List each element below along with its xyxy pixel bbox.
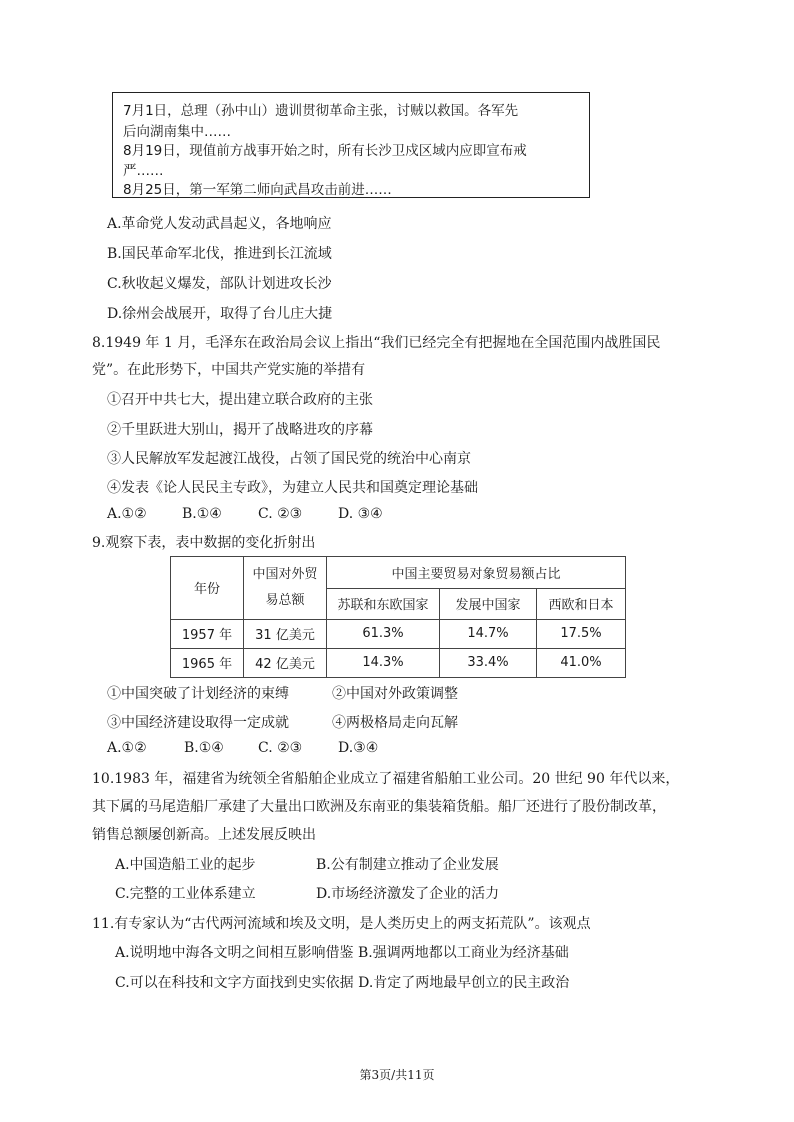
q8-stem-cont: 党”。在此形势下，中国共产党实施的举措有 xyxy=(92,362,366,378)
q9-choice-c: C. ②③ xyxy=(258,740,303,756)
cell-total: 42 亿美元 xyxy=(244,648,327,677)
cell-developing: 14.7% xyxy=(440,619,537,648)
q10-stem-cont: 销售总额屡创新高。上述发展反映出 xyxy=(92,827,316,843)
q8-item: ①召开中共七大，提出建立联合政府的主张 xyxy=(107,392,373,408)
q10-stem: 10.1983 年，福建省为统领全省船舶企业成立了福建省船舶工业公司。20 世纪 90 年代以来， xyxy=(92,771,680,787)
header-share-group: 中国主要贸易对象贸易额占比 xyxy=(327,557,626,589)
header-soviet-eastern-europe: 苏联和东欧国家 xyxy=(327,589,440,619)
cell-soviet: 14.3% xyxy=(327,648,440,677)
header-developing-countries: 发展中国家 xyxy=(440,589,537,619)
page-number: 第3页/共11页 xyxy=(359,1068,435,1082)
cell-west: 41.0% xyxy=(537,648,626,677)
q11-options-ab: A.说明地中海各文明之间相互影响借鉴 B.强调两地都以工商业为经济基础 xyxy=(115,945,569,961)
q10-option-d: D.市场经济激发了企业的活力 xyxy=(316,886,500,902)
cell-developing: 33.4% xyxy=(440,648,537,677)
quote-line: 严…… xyxy=(123,163,164,179)
q7-option-a: A.革命党人发动武昌起义，各地响应 xyxy=(107,216,332,232)
q9-choice-d: D.③④ xyxy=(338,740,379,756)
cell-soviet: 61.3% xyxy=(327,619,440,648)
cell-west: 17.5% xyxy=(537,619,626,648)
quote-line: 8月19日，现值前方战事开始之时，所有长沙卫戍区域内应即宣布戒 xyxy=(123,143,527,159)
q9-item: ②中国对外政策调整 xyxy=(332,686,458,702)
q7-option-d: D.徐州会战展开，取得了台儿庄大捷 xyxy=(107,306,333,322)
q10-stem-cont: 其下属的马尾造船厂承建了大量出口欧洲及东南亚的集装箱货船。船厂还进行了股份制改革， xyxy=(92,799,666,815)
q8-choice-a: A.①② xyxy=(107,506,147,522)
q8-choice-d: D. ③④ xyxy=(338,506,383,522)
q9-choice-a: A.①② xyxy=(107,740,147,756)
quote-line: 后向湖南集中…… xyxy=(123,124,231,140)
q8-item: ②千里跃进大别山，揭开了战略进攻的序幕 xyxy=(107,422,373,438)
header-year: 年份 xyxy=(171,557,244,620)
trade-data-table xyxy=(170,556,626,678)
q11-options-cd: C.可以在科技和文字方面找到史实依据 D.肯定了两地最早创立的民主政治 xyxy=(115,975,570,991)
q10-option-a: A.中国造船工业的起步 xyxy=(115,857,256,873)
quote-line: 8月25日，第一军第二师向武昌攻击前进…… xyxy=(123,182,392,198)
q9-item: ①中国突破了计划经济的束缚 xyxy=(107,686,289,702)
table-row xyxy=(171,619,626,648)
q7-option-c: C.秋收起义爆发，部队计划进攻长沙 xyxy=(107,276,332,292)
q8-item: ③人民解放军发起渡江战役，占领了国民党的统治中心南京 xyxy=(107,451,471,467)
q8-stem: 8.1949 年 1 月，毛泽东在政治局会议上指出“我们已经完全有把握地在全国范围内战胜国民 xyxy=(92,335,661,351)
cell-year: 1965 年 xyxy=(171,648,244,677)
source-quote-box xyxy=(112,92,590,198)
q8-choice-b: B.①④ xyxy=(182,506,222,522)
q9-stem: 9.观察下表，表中数据的变化折射出 xyxy=(92,535,316,551)
header-western-europe-japan: 西欧和日本 xyxy=(537,589,626,619)
cell-total: 31 亿美元 xyxy=(244,619,327,648)
cell-year: 1957 年 xyxy=(171,619,244,648)
q7-option-b: B.国民革命军北伐，推进到长江流域 xyxy=(107,246,332,262)
q10-option-b: B.公有制建立推动了企业发展 xyxy=(316,857,499,873)
header-total: 中国对外贸 易总额 xyxy=(244,557,327,620)
q8-choice-c: C. ②③ xyxy=(258,506,303,522)
table-row xyxy=(171,648,626,677)
q11-stem: 11.有专家认为“古代两河流域和埃及文明，是人类历史上的两支拓荒队”。该观点 xyxy=(92,916,591,932)
q10-option-c: C.完整的工业体系建立 xyxy=(115,886,256,902)
q9-item: ③中国经济建设取得一定成就 xyxy=(107,715,289,731)
q9-choice-b: B.①④ xyxy=(184,740,224,756)
q9-item: ④两极格局走向瓦解 xyxy=(332,715,458,731)
q8-item: ④发表《论人民民主专政》，为建立人民共和国奠定理论基础 xyxy=(107,480,478,496)
quote-line: 7月1日，总理（孙中山）遗训贯彻革命主张，讨贼以救国。各军先 xyxy=(123,103,519,119)
